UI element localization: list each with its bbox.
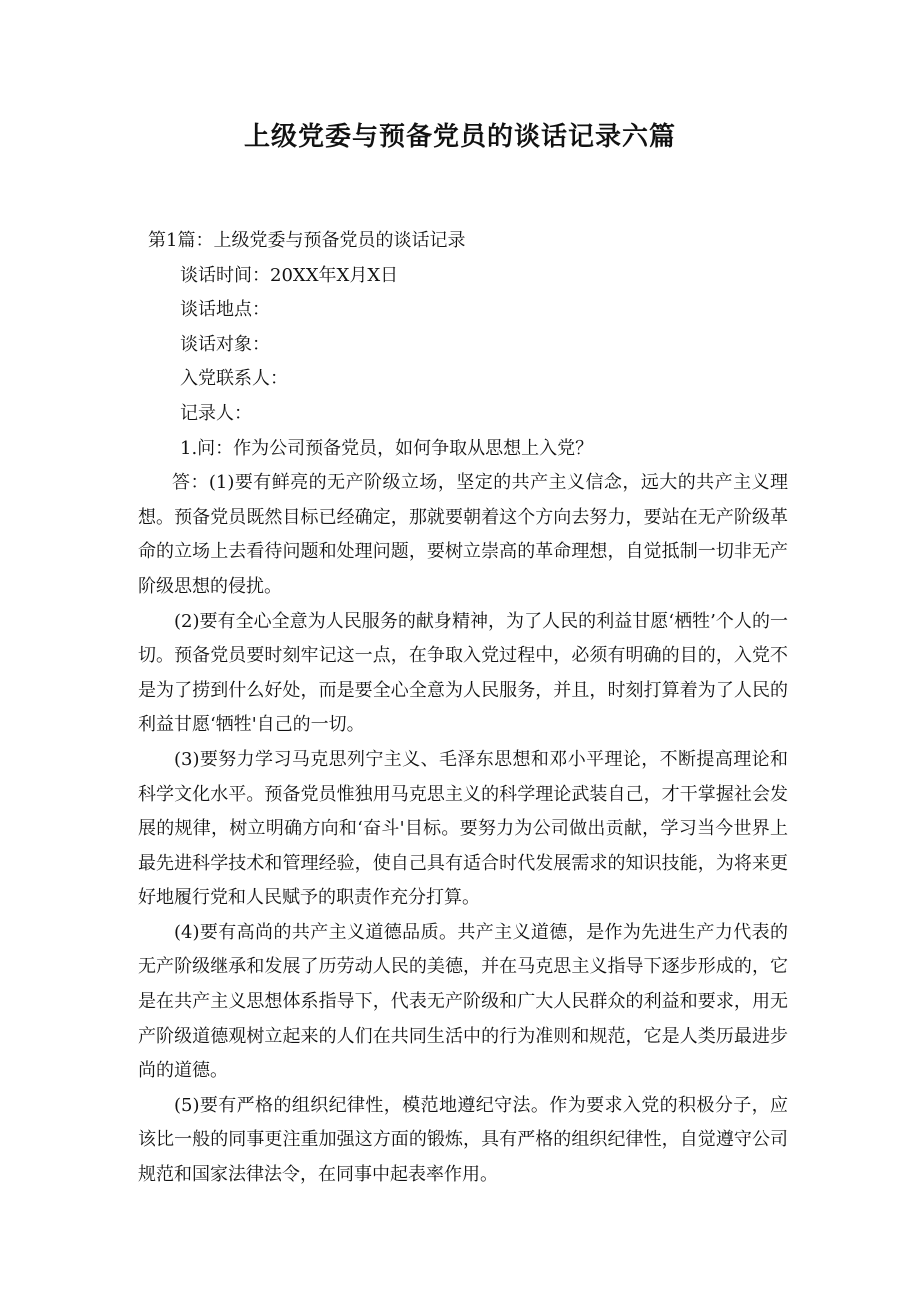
- document-body: [138, 224, 788, 1193]
- field-party-contact: 入党联系人：: [180, 368, 288, 390]
- answer-paragraph-4: (4)要有高尚的共产主义道德品质。共产主义道德，是作为先进生产力代表的无产阶级继承和发展了历劳动人民的美德，并在马克思主义指导下逐步形成的，它是在共产主义思想体系指导下，代表无产阶级和广大人民群众的利益和要求，用无产阶级道德观树立起来的人们在共同生活中的行为准则和规范，它是人类历最进步尚的道德。: [138, 921, 788, 1082]
- field-talk-time: 谈话时间：20XX年X月X日: [180, 264, 399, 286]
- answer-paragraph-1: 答：(1)要有鲜亮的无产阶级立场，坚定的共产主义信念，远大的共产主义理想。预备党员既然目标已经确定，那就要朝着这个方向去努力，要站在无产阶级革命的立场上去看待问题和处理问题，要树立崇高的革命理想，自觉抵制一切非无产阶级思想的侵扰。: [138, 472, 788, 597]
- answer-paragraph-3: (3)要努力学习马克思列宁主义、毛泽东思想和邓小平理论，不断提高理论和科学文化水平。预备党员惟独用马克思主义的科学理论武装自己，才干掌握社会发展的规律，树立明确方向和‘奋斗'目标。要努力为公司做出贡献，学习当今世界上最先进科学技术和管理经验，使自己具有适合时代发展需求的知识技能，为将来更好地履行党和人民赋予的职责作充分打算。: [138, 748, 788, 909]
- document-title: 上级党委与预备党员的谈话记录六篇: [243, 122, 676, 152]
- question-1: 1.问：作为公司预备党员，如何争取从思想上入党？: [180, 437, 594, 459]
- field-talk-location: 谈话地点：: [180, 299, 270, 321]
- answer-paragraph-5: (5)要有严格的组织纪律性，模范地遵纪守法。作为要求入党的积极分子，应该比一般的同事更注重加强这方面的锻炼，具有严格的组织纪律性，自觉遵守公司规范和国家法律法令，在同事中起表率作用。: [138, 1094, 788, 1186]
- answer-paragraph-2: (2)要有全心全意为人民服务的献身精神，为了人民的利益甘愿‘栖牲’个人的一切。预备党员要时刻牢记这一点，在争取入党过程中，必须有明确的目的，入党不是为了捞到什么好处，而是要全心全意为人民服务，并且，时刻打算着为了人民的利益甘愿‘牺牲'自己的一切。: [138, 610, 788, 736]
- field-recorder: 记录人：: [180, 402, 252, 424]
- field-talk-subject: 谈话对象：: [180, 333, 270, 355]
- section-heading: 第1篇：上级党委与预备党员的谈话记录: [148, 230, 466, 251]
